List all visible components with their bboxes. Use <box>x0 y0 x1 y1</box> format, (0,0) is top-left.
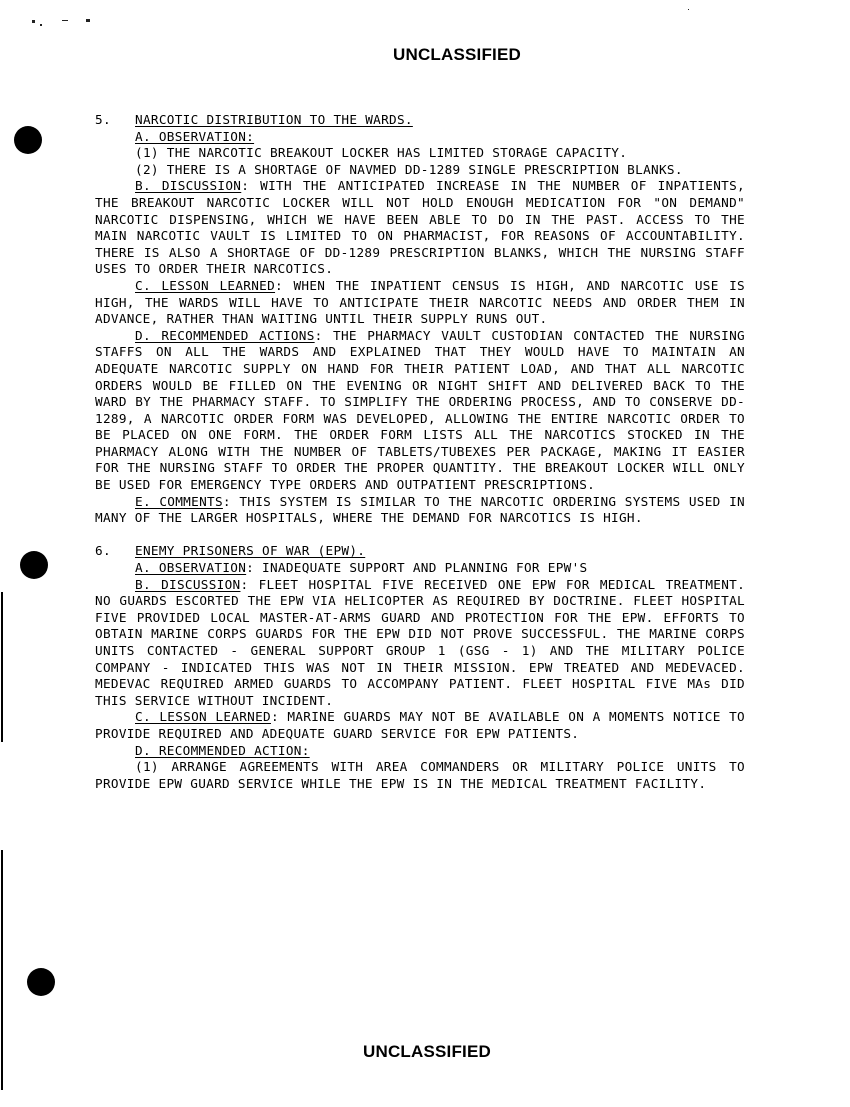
section-5-heading: 5. NARCOTIC DISTRIBUTION TO THE WARDS. <box>95 112 413 127</box>
section-6-recommended-action-item-1: (1) ARRANGE AGREEMENTS WITH AREA COMMANDERS OR MILITARY POLICE UNITS TO PROVIDE EPW GUARD SERVICE WHILE THE EPW IS IN THE MEDICAL TREATMENT FACILITY. <box>95 759 745 791</box>
punch-hole <box>14 126 42 154</box>
section-6-discussion: B. DISCUSSION: FLEET HOSPITAL FIVE RECEIVED ONE EPW FOR MEDICAL TREATMENT. NO GUARDS ESCORTED THE EPW VIA HELICOPTER AS REQUIRED BY DOCTRINE. FLEET HOSPITAL FIVE PROVIDED LOCAL MASTER-AT-ARMS GUARD AND PROTECTION FOR THE EPW. EFFORTS TO OBTAIN MARINE CORPS GUARDS FOR THE EPW DID NOT PROVE SUCCESSFUL. THE MARINE CORPS UNITS CONTACTED - GENERAL SUPPORT GROUP 1 (GSG - 1) AND THE MILITARY POLICE COMPANY - INDICATED THIS WAS NOT IN THEIR MISSION. EPW TREATED AND MEDEVACED. MEDEVAC REQUIRED ARMED GUARDS TO ACCOMPANY PATIENT. FLEET HOSPITAL FIVE MAs DID THIS SERVICE WITHOUT INCIDENT. <box>95 576 746 708</box>
punch-hole <box>20 551 48 579</box>
scan-speck <box>40 24 42 26</box>
scan-speck <box>62 20 68 21</box>
section-6-recommended-action-label: D. RECOMMENDED ACTION: <box>135 742 310 758</box>
classification-marking-top: UNCLASSIFIED <box>392 45 522 64</box>
section-5-comments: E. COMMENTS: THIS SYSTEM IS SIMILAR TO THE NARCOTIC ORDERING SYSTEMS USED IN MANY OF THE LARGER HOSPITALS, WHERE THE DEMAND FOR NARCOTICS IS HIGH. <box>95 493 745 526</box>
section-5-observation-item-1: (1) THE NARCOTIC BREAKOUT LOCKER HAS LIMITED STORAGE CAPACITY. <box>135 145 628 161</box>
section-6-heading: 6. ENEMY PRISONERS OF WAR (EPW). <box>95 543 366 559</box>
scan-edge-line <box>1 592 3 742</box>
section-gap <box>95 527 745 544</box>
section-5-recommended-actions: D. RECOMMENDED ACTIONS: THE PHARMACY VAULT CUSTODIAN CONTACTED THE NURSING STAFFS ON ALL THE WARDS AND EXPLAINED THAT THEY WOULD HAVE TO MAINTAIN AN ADEQUATE NARCOTIC SUPPLY ON HAND FOR THEIR PATIENT LOAD, AND THAT ALL NARCOTIC ORDERS WOULD BE FILLED ON THE EVENING OR NIGHT SHIFT AND DELIVERED BACK TO THE WARD BY THE PHARMACY STAFF. TO SIMPLIFY THE ORDERING PROCESS, AND TO CONSERVE DD-1289, A NARCOTIC ORDER FORM WAS DEVELOPED, ALLOWING THE ENTIRE NARCOTIC ORDER TO BE PLACED ON ONE FORM. THE ORDER FORM LISTS ALL THE NARCOTICS STOCKED IN THE PHARMACY ALONG WITH THE NUMBER OF TABLETS/TUBEXES PER PACKAGE, MAKING IT EASIER FOR THE NURSING STAFF TO ORDER THE PROPER QUANTITY. THE BREAKOUT LOCKER WILL ONLY BE USED FOR EMERGENCY TYPE ORDERS AND OUTPATIENT PRESCRIPTIONS. <box>95 327 745 493</box>
section-6-observation: A. OBSERVATION: INADEQUATE SUPPORT AND PLANNING FOR EPW'S <box>135 560 588 576</box>
document-body <box>95 112 745 792</box>
scan-speck <box>32 20 35 23</box>
punch-hole <box>27 968 55 996</box>
section-5-observation-item-2: (2) THERE IS A SHORTAGE OF NAVMED DD-1289 SINGLE PRESCRIPTION BLANKS. <box>135 161 683 177</box>
section-5-observation-label: A. OBSERVATION: <box>135 128 255 144</box>
classification-marking-bottom: UNCLASSIFIED <box>362 1042 492 1061</box>
section-5-lesson-learned: C. LESSON LEARNED: WHEN THE INPATIENT CENSUS IS HIGH, AND NARCOTIC USE IS HIGH, THE WARDS WILL HAVE TO ANTICIPATE THEIR NARCOTIC NEEDS AND ORDER THEM IN ADVANCE, RATHER THAN WAITING UNTIL THEIR SUPPLY RUNS OUT. <box>95 277 745 327</box>
scan-speck <box>86 19 90 22</box>
scan-speck <box>688 9 689 10</box>
section-5-discussion: B. DISCUSSION: WITH THE ANTICIPATED INCREASE IN THE NUMBER OF INPATIENTS, THE BREAKOUT NARCOTIC LOCKER WILL NOT HOLD ENOUGH MEDICATION FOR "ON DEMAND" NARCOTIC DISPENSING, WHICH WE HAVE BEEN ABLE TO DO IN THE PAST. ACCESS TO THE MAIN NARCOTIC VAULT IS LIMITED TO ON PHARMACIST, FOR REASONS OF ACCOUNTABILITY. THERE IS ALSO A SHORTAGE OF DD-1289 PRESCRIPTION BLANKS, WHICH THE NURSING STAFF USES TO ORDER THEIR NARCOTICS. <box>95 178 745 277</box>
section-6-lesson-learned: C. LESSON LEARNED: MARINE GUARDS MAY NOT BE AVAILABLE ON A MOMENTS NOTICE TO PROVIDE REQUIRED AND ADEQUATE GUARD SERVICE FOR EPW PATIENTS. <box>95 709 745 741</box>
